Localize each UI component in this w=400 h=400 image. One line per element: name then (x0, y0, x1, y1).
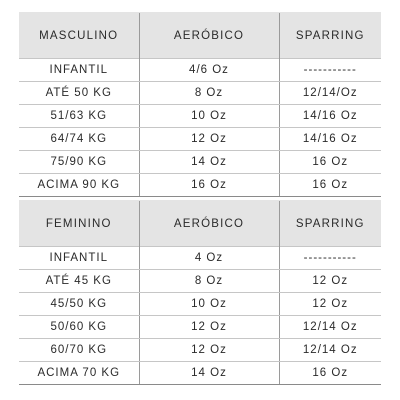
weight-class-cell: 60/70 KG (19, 339, 139, 362)
aerobico-cell: 16 Oz (139, 174, 279, 197)
column-header-aerobico: AERÓBICO (139, 201, 279, 247)
column-header-sparring: SPARRING (279, 13, 381, 59)
aerobico-cell: 12 Oz (139, 339, 279, 362)
aerobico-cell: 8 Oz (139, 270, 279, 293)
sparring-cell: 12/14/Oz (279, 82, 381, 105)
aerobico-cell: 10 Oz (139, 105, 279, 128)
table-row (19, 174, 381, 197)
weight-class-cell: 51/63 KG (19, 105, 139, 128)
table-row (19, 270, 381, 293)
table-row (19, 82, 381, 105)
aerobico-cell: 12 Oz (139, 316, 279, 339)
sparring-cell: ----------- (279, 247, 381, 270)
table-row (19, 59, 381, 82)
sparring-cell: 12/14 Oz (279, 339, 381, 362)
table-row (19, 105, 381, 128)
sparring-cell: 16 Oz (279, 174, 381, 197)
aerobico-cell: 10 Oz (139, 293, 279, 316)
weight-class-cell: 45/50 KG (19, 293, 139, 316)
table-row (19, 128, 381, 151)
aerobico-cell: 12 Oz (139, 128, 279, 151)
aerobico-cell: 8 Oz (139, 82, 279, 105)
table-row (19, 316, 381, 339)
weight-class-cell: 50/60 KG (19, 316, 139, 339)
weight-class-cell: 64/74 KG (19, 128, 139, 151)
sparring-cell: 16 Oz (279, 151, 381, 174)
table-row (19, 151, 381, 174)
column-header-category: FEMININO (19, 201, 139, 247)
table-row (19, 362, 381, 385)
aerobico-cell: 4 Oz (139, 247, 279, 270)
sparring-cell: 16 Oz (279, 362, 381, 385)
weight-class-cell: INFANTIL (19, 59, 139, 82)
aerobico-cell: 14 Oz (139, 362, 279, 385)
masculino-size-table (19, 12, 381, 197)
sparring-cell: 14/16 Oz (279, 128, 381, 151)
table-header-row (19, 201, 381, 247)
weight-class-cell: ACIMA 90 KG (19, 174, 139, 197)
aerobico-cell: 4/6 Oz (139, 59, 279, 82)
sparring-cell: 14/16 Oz (279, 105, 381, 128)
column-header-aerobico: AERÓBICO (139, 13, 279, 59)
column-header-category: MASCULINO (19, 13, 139, 59)
weight-class-cell: 75/90 KG (19, 151, 139, 174)
sparring-cell: 12/14 Oz (279, 316, 381, 339)
weight-class-cell: ACIMA 70 KG (19, 362, 139, 385)
weight-class-cell: ATÉ 45 KG (19, 270, 139, 293)
weight-class-cell: ATÉ 50 KG (19, 82, 139, 105)
column-header-sparring: SPARRING (279, 201, 381, 247)
table-row (19, 247, 381, 270)
sparring-cell: ----------- (279, 59, 381, 82)
aerobico-cell: 14 Oz (139, 151, 279, 174)
feminino-size-table (19, 200, 381, 385)
table-row (19, 293, 381, 316)
sparring-cell: 12 Oz (279, 270, 381, 293)
table-row (19, 339, 381, 362)
weight-class-cell: INFANTIL (19, 247, 139, 270)
table-header-row (19, 13, 381, 59)
sparring-cell: 12 Oz (279, 293, 381, 316)
